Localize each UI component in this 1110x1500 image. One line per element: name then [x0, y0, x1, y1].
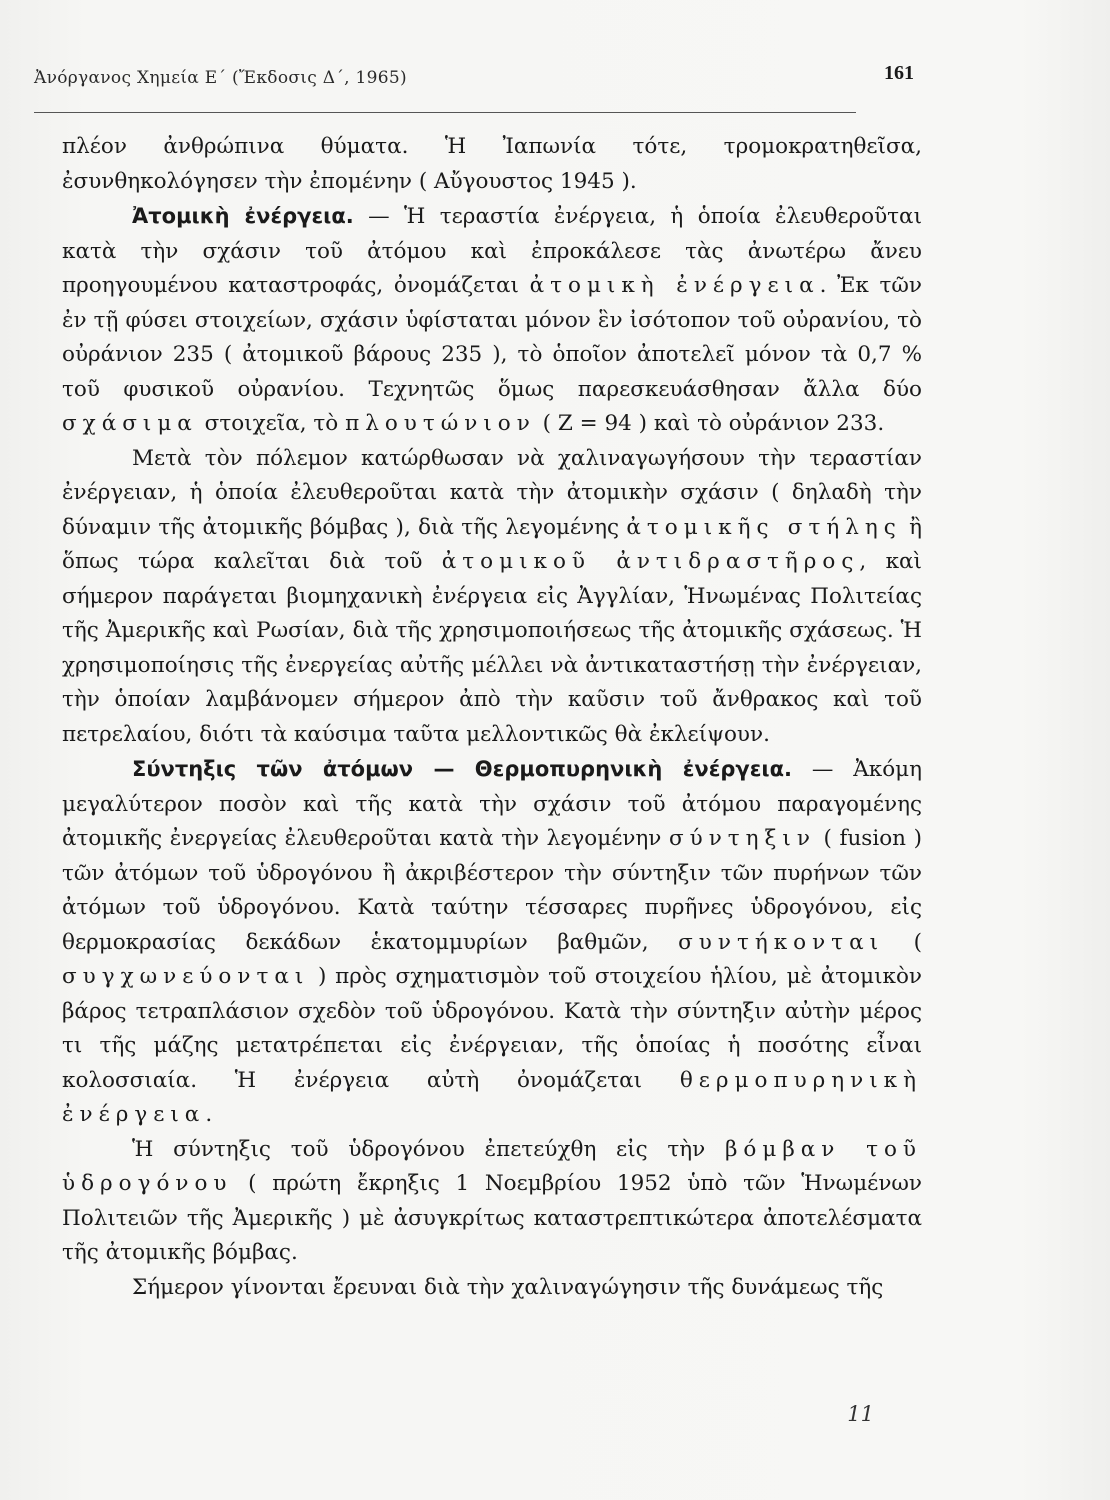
paragraph-text: στοιχεῖα, τὸ	[197, 411, 346, 436]
spaced-term: σύντηξιν	[668, 826, 816, 851]
section-heading-fusion: Σύντηξις τῶν ἀτόμων — Θερμοπυρηνικὴ ἐνέργεια.	[132, 757, 793, 781]
paragraph-text: ( fusion ) τῶν ἀτόμων τοῦ ὑδρογόνου ἢ ἀκριβέστερον τὴν σύντηξιν τῶν πυρήνων τῶν ἀτόμων τοῦ ὑδρογόνου. Κατὰ ταύτην τέσσαρες πυρῆνες ὑδρογόνου, εἰς θερμοκρασίας δεκάδων ἑκατομμυρίων βαθμῶν,	[62, 826, 922, 955]
spaced-term: συντήκονται	[678, 929, 885, 955]
paragraph-text: ( Ζ = 94 ) καὶ τὸ οὐράνιον 233.	[535, 411, 885, 436]
paragraph-fusion	[62, 752, 922, 1133]
spaced-term: πλουτώνιον	[345, 411, 536, 436]
spaced-term: σχάσιμα	[62, 411, 198, 436]
spaced-term: θερμοπυρηνικὴ ἐνέργεια	[62, 1067, 922, 1127]
paragraph-text: , καὶ σήμερον παράγεται βιομηχανικὴ ἐνέργεια εἰς Ἀγγλίαν, Ἡνωμένας Πολιτείας τῆς Ἀμερικῆς καὶ Ρωσίαν, διὰ τῆς χρησιμοποιήσεως τῆς ἀτομικῆς σχάσεως. Ἡ χρησιμοποίησις τῆς ἐνεργείας αὐτῆς μέλλει νὰ ἀντικαταστήσῃ τὴν ἐνέργειαν, τὴν ὁποίαν λαμβάνομεν σήμερον ἀπὸ τὴν καῦσιν τοῦ ἄνθρακος καὶ τοῦ πετρελαίου, διότι τὰ καύσιμα ταῦτα μελλοντικῶς θὰ ἐκλείψουν.	[62, 549, 922, 747]
paragraph-text: ἢ ὅπως τώρα καλεῖται διὰ τοῦ	[62, 514, 922, 574]
spaced-term: ἀτομικοῦ ἀντιδραστῆρος	[441, 549, 860, 574]
running-head: Ἀνόργανος Χημεία Ε΄ (Ἔκδοσις Δ΄, 1965)	[34, 68, 407, 88]
spaced-term: βόμβαν τοῦ ὑδρογόνου	[62, 1136, 922, 1196]
paragraph-text: ( πρώτη ἔκρηξις 1 Νοεμβρίου 1952 ὑπὸ τῶν Ἡνωμένων Πολιτειῶν τῆς Ἀμερικῆς ) μὲ ἀσυγκρίτως καταστρεπτικώτερα ἀποτελέσματα τῆς ἀτομικῆς βόμβας.	[62, 1171, 922, 1265]
paragraph-1	[62, 130, 922, 199]
paragraph-text: .	[205, 1102, 213, 1127]
header-rule	[34, 112, 856, 113]
spaced-term: συγχωνεύονται	[62, 964, 310, 989]
section-heading-atomic-energy: Ἀτομικὴ ἐνέργεια.	[132, 204, 354, 228]
paragraph-text: — Ἡ τεραστία ἐνέργεια, ἡ ὁποία ἐλευθεροῦται κατὰ τὴν σχάσιν τοῦ ἀτόμου καὶ ἐπροκάλεσε τὰς ἀνωτέρω ἄνευ προηγουμένου καταστροφάς, ὀνομάζεται	[62, 204, 923, 298]
paragraph-text: Μετὰ τὸν πόλεμον κατώρθωσαν νὰ χαλιναγωγήσουν τὴν τεραστίαν ἐνέργειαν, ἡ ὁποία ἐλευθεροῦται κατὰ τὴν ἀτομικὴν σχάσιν ( δηλαδὴ τὴν δύναμιν τῆς ἀτομικῆς βόμβας ), διὰ τῆς λεγομένης	[62, 445, 922, 540]
spaced-term: ἀτομικῆς στήλης	[626, 514, 902, 540]
paragraph-text: ) πρὸς σχηματισμὸν τοῦ στοιχείου ἡλίου, μὲ ἀτομικὸν βάρος τετραπλάσιον σχεδὸν τοῦ ὑδρογόνου. Κατὰ τὴν σύντηξιν αὐτὴν μέρος τι τῆς μάζης μετατρέπεται εἰς ἐνέργειαν, τῆς ὁποίας ἡ ποσότης εἶναι κολοσσιαία. Ἡ ἐνέργεια αὐτὴ ὀνομάζεται	[62, 964, 922, 1093]
paragraph-text: . Ἐκ τῶν ἐν τῇ φύσει στοιχείων, σχάσιν ὑφίσταται μόνον ἓν ἰσότοπον τοῦ οὐρανίου, τὸ οὐράνιον 235 ( ἀτομικοῦ βάρους 235 ), τὸ ὁποῖον ἀποτελεῖ μόνον τὰ 0,7 % τοῦ φυσικοῦ οὐρανίου. Τεχνητῶς ὅμως παρεσκευάσθησαν ἄλλα δύο	[62, 273, 922, 402]
paragraph-text: Σήμερον γίνονται ἔρευναι διὰ τὴν χαλιναγώγησιν τῆς δυνάμεως τῆς	[132, 1274, 884, 1300]
paragraph-text: — Ἀκόμη μεγαλύτερον ποσὸν καὶ τῆς κατὰ τὴν σχάσιν τοῦ ἀτόμου παραγομένης ἀτομικῆς ἐνεργείας ἐλευθεροῦται κατὰ τὴν λεγομένην	[62, 757, 922, 851]
paragraph-text: Ἡ σύντηξις τοῦ ὑδρογόνου ἐπετεύχθη εἰς τὴν	[132, 1136, 725, 1162]
signature-mark: 11	[847, 1402, 874, 1426]
body-text	[62, 130, 922, 1305]
paragraph-reactor	[62, 442, 922, 753]
paragraph-atomic-energy	[62, 199, 922, 442]
paragraph-text: (	[884, 929, 922, 955]
page-header	[34, 58, 914, 98]
paragraph-research	[62, 1271, 922, 1306]
page-number: 161	[884, 62, 914, 84]
paragraph-1-text: πλέον ἀνθρώπινα θύματα. Ἡ Ἰαπωνία τότε, τρομοκρατηθεῖσα, ἐσυνθηκολόγησεν τὴν ἐπομένην ( Αὔγουστος 1945 ).	[62, 134, 922, 194]
spaced-term: ἀτομικὴ ἐνέργεια	[529, 273, 820, 298]
paragraph-hydrogen-bomb	[62, 1133, 922, 1271]
